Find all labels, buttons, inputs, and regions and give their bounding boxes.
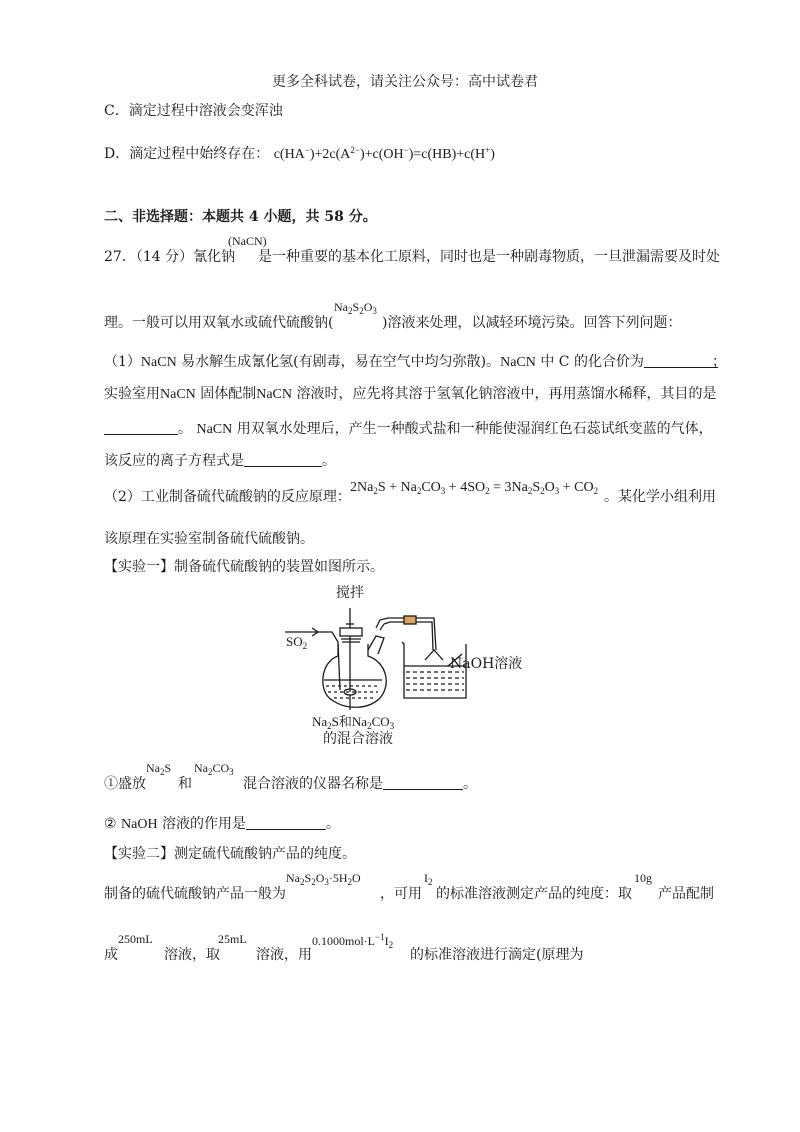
- p1-text-1: 易水解生成氰化氢(有剧毒，易在空气中均匀弥散)。: [181, 354, 501, 370]
- c2-num: ②: [104, 816, 117, 832]
- c2-end: 。: [326, 816, 341, 832]
- fig-stir-label: 搅拌: [336, 585, 364, 601]
- p1-l1: [104, 353, 718, 372]
- e2-l2-d: 的标准溶液进行滴定(原理为: [410, 947, 584, 963]
- c1-c: [243, 775, 477, 793]
- volume-25ml: 25mL: [218, 932, 247, 946]
- option-d-label: D．滴定过程中始终存在：: [104, 146, 270, 162]
- p2-l2: 该原理在实验室制备硫代硫酸钠。: [104, 531, 314, 547]
- formula-na2s2o3: $Na_2S_2O_3$: [334, 300, 377, 316]
- formula-na2s: $Na_2S$: [146, 761, 172, 777]
- q27-intro-b: 是一种重要的基本化工原料，同时也是一种剧毒物质，一旦泄漏需要及时处: [258, 249, 720, 265]
- formula-naoh: NaOH: [121, 817, 158, 832]
- p1-l3-b: 用双氧水处理后，产生一种酸式盐和一种能使湿润红色石蕊试纸变蓝的气体，: [236, 421, 713, 437]
- formula-i2-a: $I_2$: [424, 871, 433, 887]
- e2-l1-d: 产品配制: [658, 886, 714, 902]
- answer-blank-2[interactable]: [104, 420, 178, 435]
- fig-mix-label: $Na_2S$和$Na_2CO_3$: [312, 714, 395, 731]
- answer-blank-5[interactable]: [246, 815, 326, 830]
- p1-l2-a: 实验室用: [104, 386, 160, 402]
- formula-nacn-3: NaCN: [160, 387, 196, 402]
- apparatus-drawing: [285, 608, 466, 710]
- e2-l1-b: ，可用: [380, 886, 422, 902]
- formula-nacn-5: NaCN: [196, 422, 233, 437]
- formula-hydrate: $Na_2S_2O_3\cdot 5H_2O$: [286, 871, 361, 887]
- c1-c-text: 混合溶液的仪器名称是: [243, 776, 383, 792]
- concentration-i2: $0.1000mol\cdot L^{-1}I_2$: [312, 932, 394, 950]
- reaction-equation: $2Na_2S + Na_2CO_3 + 4SO_2 = 3Na_2S_2O_3 + CO_2$: [350, 480, 599, 496]
- option-d: [104, 141, 495, 164]
- p1-l2: [104, 385, 716, 404]
- e2-l2-a: 成: [104, 947, 118, 963]
- fig-naoh-label: NaOH溶液: [450, 656, 523, 672]
- answer-blank-4[interactable]: [383, 775, 463, 790]
- c2: [104, 815, 340, 834]
- option-d-formula: $c(HA^-)+2c(A^{2-})+c(OH^-)=c(HB)+c(H^+)$: [273, 145, 495, 162]
- c2-text: 溶液的作用是: [162, 816, 247, 832]
- formula-nacn-intro: (NaCN): [228, 234, 267, 248]
- p1-l2-b: 固体配制: [200, 386, 257, 402]
- answer-blank-3[interactable]: [244, 452, 322, 467]
- page-header: 更多全科试卷，请关注公众号：高中试卷君: [272, 74, 538, 90]
- p1-l4-a: 该反应的离子方程式是: [104, 453, 244, 469]
- section-title: 二、非选择题：本题共 4 小题，共 58 分。: [104, 209, 377, 225]
- p2-l1-a: （2）工业制备硫代硫酸钠的反应原理：: [104, 489, 351, 505]
- p1-l2-c: 溶液时，应先将其溶于氢氧化钠溶液中，再用蒸馏水稀释，其目的是: [296, 386, 717, 402]
- c1-end: 。: [463, 776, 477, 792]
- formula-nacn-4: NaCN: [256, 387, 293, 402]
- e2-l2-b: 溶液，取: [164, 947, 220, 963]
- e2-l2-c: 溶液，用: [256, 947, 312, 963]
- p1-l3-a: 。: [178, 421, 192, 437]
- p2-l1-b: 。某化学小组利用: [604, 489, 716, 505]
- volume-250ml: 250mL: [118, 932, 153, 946]
- p1-l4: [104, 452, 336, 470]
- q27-intro-a: 27．（14 分）氰化钠: [104, 249, 236, 265]
- exp2-title: 【实验二】测定硫代硫酸钠产品的纯度。: [104, 846, 356, 862]
- e2-l1-a: 制备的硫代硫酸钠产品一般为: [104, 886, 286, 902]
- q27-intro2-b: )溶液来处理，以减轻环境污染。回答下列问题：: [382, 315, 682, 331]
- e2-l1-c: 的标准溶液测定产品的纯度：取: [436, 886, 632, 902]
- option-c: C．滴定过程中溶液会变浑浊: [104, 103, 283, 119]
- i2-symbol: I: [424, 871, 428, 885]
- p1-text-2: 中 C 的化合价为: [540, 354, 644, 370]
- p1-l4-end: 。: [322, 453, 336, 469]
- mass-10g: 10g: [634, 871, 652, 885]
- fig-mix-line2: 的混合溶液: [323, 731, 393, 747]
- q27-intro2-a: 理。一般可以用双氧水或硫代硫酸钠(: [104, 315, 334, 331]
- formula-nacn-2: NaCN: [500, 355, 536, 370]
- c1-a: ①盛放: [104, 776, 146, 792]
- answer-blank-1[interactable]: [644, 353, 718, 368]
- formula-na2co3: $Na_2CO_3$: [194, 761, 234, 777]
- p1-num: （1）: [104, 354, 141, 370]
- p1-l3: [104, 420, 713, 439]
- formula-nacn-1: NaCN: [140, 355, 177, 370]
- exp1-title: 【实验一】制备硫代硫酸钠的装置如图所示。: [104, 559, 384, 575]
- fig-so2-label: $SO_2$: [286, 634, 308, 651]
- c1-b: 和: [178, 776, 192, 792]
- p1-l1-end: ；: [712, 354, 726, 370]
